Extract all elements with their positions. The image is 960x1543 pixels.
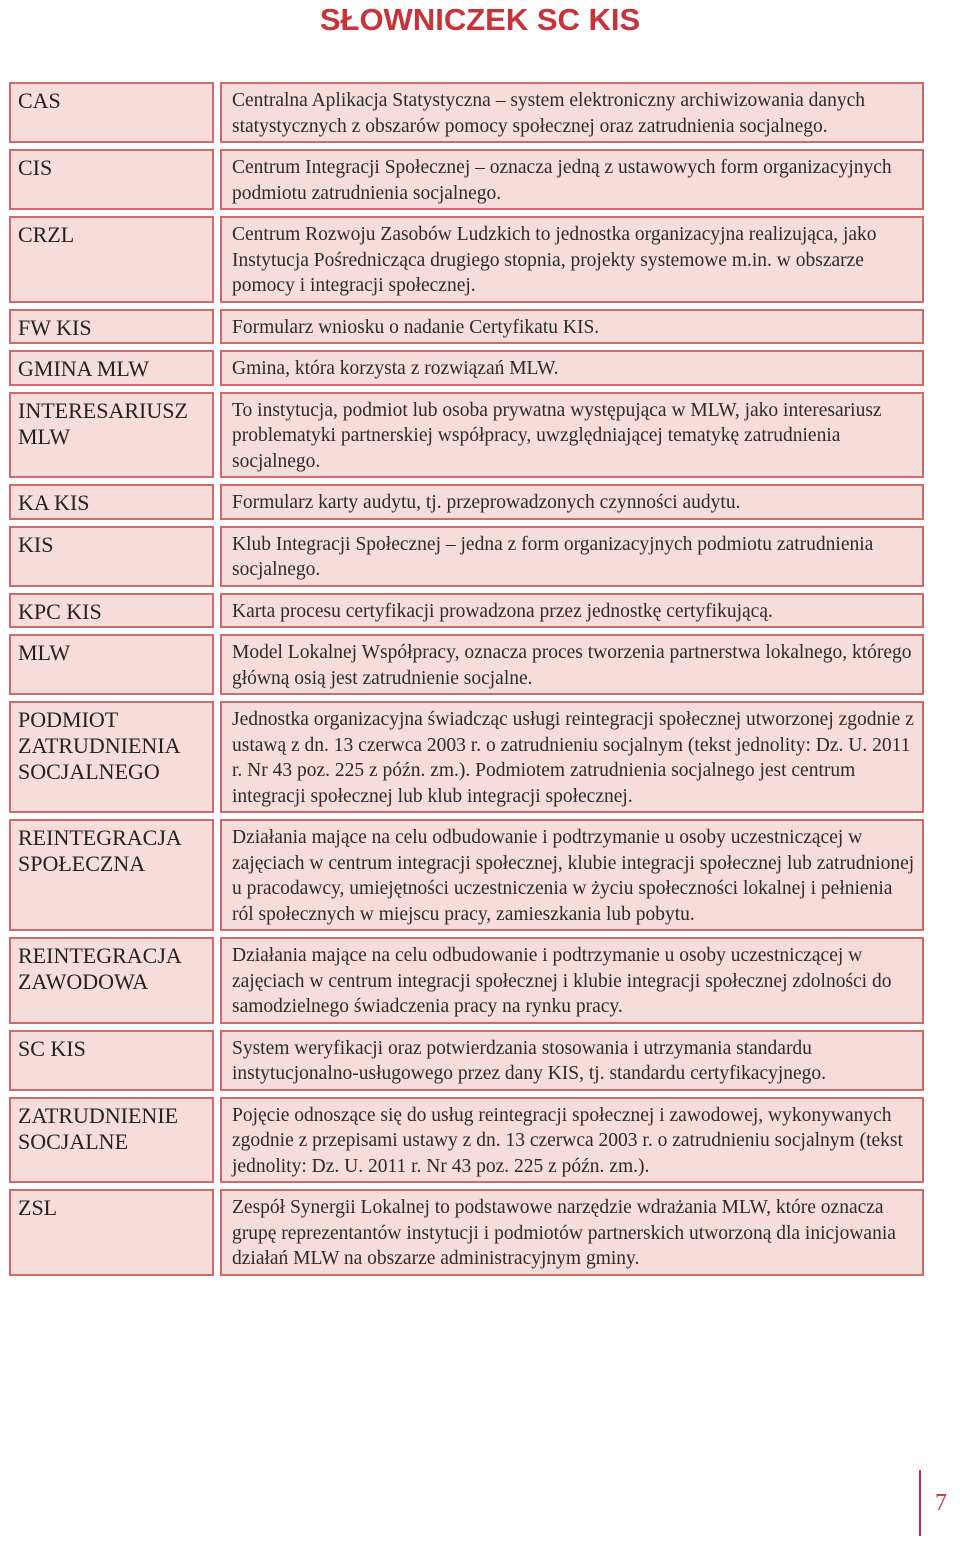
definition-reintegracja-zawodowa: Działania mające na celu odbudowanie i podtrzymanie u osoby uczestniczącej w zajęciach w centrum integracji społecznej i klubie integracji społecznej zdolności do samodzielnego świadczenia pracy na rynku pracy. — [220, 937, 924, 1024]
definition-mlw: Model Lokalnej Współpracy, oznacza proces tworzenia partnerstwa lokalnego, którego główną osią jest zatrudnienie socjalne. — [220, 634, 924, 695]
page-title: SŁOWNICZEK SC KIS — [319, 2, 641, 37]
term-reintegracja-spoleczna: REINTEGRACJA SPOŁECZNA — [9, 819, 214, 931]
term-zsl: ZSL — [9, 1189, 214, 1276]
term-kpc-kis: KPC KIS — [9, 593, 214, 629]
page-number: 7 — [935, 1490, 947, 1516]
term-mlw: MLW — [9, 634, 214, 695]
definition-crzl: Centrum Rozwoju Zasobów Ludzkich to jednostka organizacyjna realizująca, jako Instytucja Pośrednicząca drugiego stopnia, projekty systemowe m.in. w obszarze pomocy i integracji społecznej. — [220, 216, 924, 303]
term-fw-kis: FW KIS — [9, 309, 214, 345]
definition-kis: Klub Integracji Społecznej – jedna z form organizacyjnych podmiotu zatrudnienia socjalnego. — [220, 526, 924, 587]
definition-interesariusz-mlw: To instytucja, podmiot lub osoba prywatna występująca w MLW, jako interesariusz problematyki partnerskiej współpracy, uwzględniającej tematykę zatrudnienia socjalnego. — [220, 392, 924, 479]
definition-fw-kis: Formularz wniosku o nadanie Certyfikatu KIS. — [220, 309, 924, 345]
definition-podmiot-zatrudnienia-socjalnego: Jednostka organizacyjna świadcząc usługi reintegracji społecznej utworzonej zgodnie z ustawą z dn. 13 czerwca 2003 r. o zatrudnieniu socjalnym (tekst jednolity: Dz. U. 2011 r. Nr 43 poz. 225 z późn. zm.). Podmiotem zatrudnienia socjalnego jest centrum integracji społecznej lub klub integracji społecznej. — [220, 701, 924, 813]
definition-gmina-mlw: Gmina, która korzysta z rozwiązań MLW. — [220, 350, 924, 386]
definition-cas: Centralna Aplikacja Statystyczna – system elektroniczny archiwizowania danych statystycznych z obszarów pomocy społecznej oraz zatrudnienia socjalnego. — [220, 82, 924, 143]
definition-kpc-kis: Karta procesu certyfikacji prowadzona przez jednostkę certyfikującą. — [220, 593, 924, 629]
term-crzl: CRZL — [9, 216, 214, 303]
term-cas: CAS — [9, 82, 214, 143]
term-kis: KIS — [9, 526, 214, 587]
term-sc-kis: SC KIS — [9, 1030, 214, 1091]
definition-zatrudnienie-socjalne: Pojęcie odnoszące się do usług reintegracji społecznej i zawodowej, wykonywanych zgodnie z przepisami ustawy z dn. 13 czerwca 2003 r. o zatrudnieniu socjalnym (tekst jednolity: Dz. U. 2011 r. Nr 43 poz. 225 z późn. zm.). — [220, 1097, 924, 1184]
definition-ka-kis: Formularz karty audytu, tj. przeprowadzonych czynności audytu. — [220, 484, 924, 520]
term-zatrudnienie-socjalne: ZATRUDNIENIE SOCJALNE — [9, 1097, 214, 1184]
definition-sc-kis: System weryfikacji oraz potwierdzania stosowania i utrzymania standardu instytucjonalno-usługowego przez dany KIS, tj. standardu certyfikacyjnego. — [220, 1030, 924, 1091]
term-interesariusz-mlw: INTERESARIUSZ MLW — [9, 392, 214, 479]
term-gmina-mlw: GMINA MLW — [9, 350, 214, 386]
page-number-rule — [919, 1470, 921, 1536]
term-podmiot-zatrudnienia-socjalnego: PODMIOT ZATRUDNIENIA SOCJALNEGO — [9, 701, 214, 813]
definition-zsl: Zespół Synergii Lokalnej to podstawowe narzędzie wdrażania MLW, które oznacza grupę reprezentantów instytucji i podmiotów partnerskich utworzoną dla inicjowania działań MLW na obszarze administracyjnym gminy. — [220, 1189, 924, 1276]
glossary-table — [9, 82, 924, 1276]
term-cis: CIS — [9, 149, 214, 210]
term-reintegracja-zawodowa: REINTEGRACJA ZAWODOWA — [9, 937, 214, 1024]
definition-cis: Centrum Integracji Społecznej – oznacza jedną z ustawowych form organizacyjnych podmiotu zatrudnienia socjalnego. — [220, 149, 924, 210]
term-ka-kis: KA KIS — [9, 484, 214, 520]
definition-reintegracja-spoleczna: Działania mające na celu odbudowanie i podtrzymanie u osoby uczestniczącej w zajęciach w centrum integracji społecznej, klubie integracji społecznej lub zatrudnionej u pracodawcy, umiejętności uczestniczenia w życiu społeczności lokalnej i pełnienia ról społecznych w miejscu pracy, zamieszkania lub pobytu. — [220, 819, 924, 931]
